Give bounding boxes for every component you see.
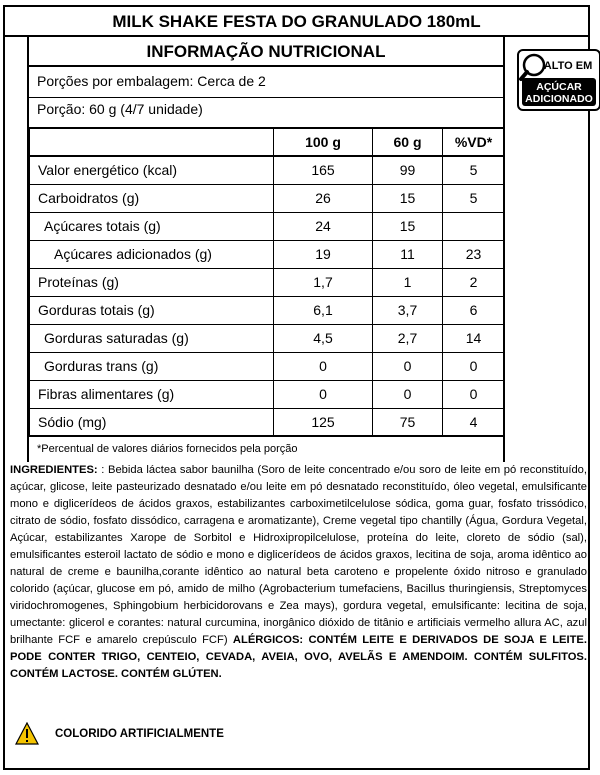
value-vd: 23 bbox=[443, 240, 505, 268]
nutrient-name: Gorduras saturadas (g) bbox=[30, 324, 274, 352]
nutrient-name: Açúcares adicionados (g) bbox=[30, 240, 274, 268]
value-60g: 99 bbox=[373, 156, 443, 184]
nutrient-name: Gorduras totais (g) bbox=[30, 296, 274, 324]
table-row bbox=[30, 324, 505, 352]
value-100g: 0 bbox=[274, 352, 373, 380]
value-60g: 1 bbox=[373, 268, 443, 296]
value-100g: 26 bbox=[274, 184, 373, 212]
seal-line1: ALTO EM bbox=[543, 60, 593, 72]
value-100g: 1,7 bbox=[274, 268, 373, 296]
table-row bbox=[30, 352, 505, 380]
value-60g: 75 bbox=[373, 408, 443, 436]
nutrient-name: Gorduras trans (g) bbox=[30, 352, 274, 380]
ingredients-block bbox=[10, 462, 587, 683]
value-60g: 15 bbox=[373, 212, 443, 240]
value-vd: 6 bbox=[443, 296, 505, 324]
header-100g: 100 g bbox=[274, 128, 373, 156]
warning-icon-bar bbox=[26, 729, 28, 738]
value-60g: 11 bbox=[373, 240, 443, 268]
value-100g: 24 bbox=[274, 212, 373, 240]
value-60g: 0 bbox=[373, 380, 443, 408]
nutrient-name: Carboidratos (g) bbox=[30, 184, 274, 212]
table-row bbox=[30, 156, 505, 184]
table-row bbox=[30, 268, 505, 296]
nutrient-name: Proteínas (g) bbox=[30, 268, 274, 296]
value-60g: 3,7 bbox=[373, 296, 443, 324]
nutrient-name: Açúcares totais (g) bbox=[30, 212, 274, 240]
table-row bbox=[30, 184, 505, 212]
product-title: MILK SHAKE FESTA DO GRANULADO 180mL bbox=[5, 7, 588, 37]
value-60g: 15 bbox=[373, 184, 443, 212]
value-100g: 6,1 bbox=[274, 296, 373, 324]
header-60g: 60 g bbox=[373, 128, 443, 156]
ingredients-label: INGREDIENTES: bbox=[10, 464, 98, 476]
table-row bbox=[30, 296, 505, 324]
value-vd: 14 bbox=[443, 324, 505, 352]
nutrient-name: Fibras alimentares (g) bbox=[30, 380, 274, 408]
value-vd: 0 bbox=[443, 352, 505, 380]
value-60g: 2,7 bbox=[373, 324, 443, 352]
value-vd: 0 bbox=[443, 380, 505, 408]
ingredients-text: : Bebida láctea sabor baunilha (Soro de leite concentrado e/ou soro de leite em pó reconstituído, açúcar, glicose, leite pasteurizado desnatado e/ou leite em pó desnatado reconstituído, óleo vegetal, emulsificante mono e diglicerídeos de ácidos graxos, estabilizantes carboximetilcelulose sódica, goma guar, fosfato trissódico, citrato de sódio, fosfato dissódico, carragena e aromatizante), Creme vegetal tipo chantilly (Água, Gordura Vegetal, Açúcar, estabilizantes Xarope de Sorbitol e Hidroxipropilcelulose, proteína do leite, cloreto de sódio (sal), emulsificantes esteroil lactato de sódio e mono e diglicerídeos de ácidos graxos, lecitina de soja, aroma idêntico ao natural de creme e baunilha,corante idêntico ao natural beta caroteno e propelente óxido nitroso e granulado colorido (açúcar, glucose em pó, amido de milho (Agrobacterium tumefaciens, Bacillus thuringiensis, Streptomyces viridochromogenes, Sphingobium herbicidorovans e Zea mays), gordura vegetal, emulsificante: lecitina de soja, umectante: glicerol e corantes: natural curcumina, inorgânico dióxido de titânio e artificiais vermelho allura AC, azul brilhante FCF e amarelo crepúsculo FCF) bbox=[10, 464, 587, 646]
table-row bbox=[30, 380, 505, 408]
footnote: *Percentual de valores diários fornecidos pela porção bbox=[37, 443, 298, 455]
header-nutrient bbox=[30, 128, 274, 156]
value-vd: 5 bbox=[443, 184, 505, 212]
nutrition-panel bbox=[27, 37, 505, 462]
nutrient-name: Sódio (mg) bbox=[30, 408, 274, 436]
value-100g: 19 bbox=[274, 240, 373, 268]
header-vd: %VD* bbox=[443, 128, 505, 156]
nutrient-name: Valor energético (kcal) bbox=[30, 156, 274, 184]
portion-size: Porção: 60 g (4/7 unidade) bbox=[37, 101, 203, 117]
value-vd: 2 bbox=[443, 268, 505, 296]
high-sugar-seal bbox=[517, 49, 600, 111]
warning-icon-dot bbox=[26, 740, 28, 742]
value-vd: 4 bbox=[443, 408, 505, 436]
nutrition-table bbox=[29, 127, 505, 437]
value-100g: 165 bbox=[274, 156, 373, 184]
value-100g: 0 bbox=[274, 380, 373, 408]
artificial-color-warning: COLORIDO ARTIFICIALMENTE bbox=[55, 728, 224, 740]
panel-title: INFORMAÇÃO NUTRICIONAL bbox=[29, 37, 503, 67]
divider bbox=[29, 97, 503, 98]
value-60g: 0 bbox=[373, 352, 443, 380]
value-100g: 125 bbox=[274, 408, 373, 436]
table-row bbox=[30, 240, 505, 268]
value-100g: 4,5 bbox=[274, 324, 373, 352]
value-vd: 5 bbox=[443, 156, 505, 184]
seal-line2: AÇÚCAR bbox=[536, 81, 582, 93]
value-vd bbox=[443, 212, 505, 240]
allergens-text: ALÉRGICOS: CONTÉM LEITE E DERIVADOS DE SOJA E LEITE. PODE CONTER TRIGO, CENTEIO, CEVADA, AVEIA, OVO, AVELÃS E AMENDOIM. CONTÉM SULFITOS. CONTÉM LACTOSE. CONTÉM GLÚTEN. bbox=[10, 634, 588, 680]
portions-per-package: Porções por embalagem: Cerca de 2 bbox=[37, 73, 266, 89]
table-row bbox=[30, 408, 505, 436]
table-row bbox=[30, 212, 505, 240]
table-header-row bbox=[30, 128, 505, 156]
seal-line3: ADICIONADO bbox=[525, 93, 593, 105]
nutrition-label bbox=[3, 5, 593, 770]
